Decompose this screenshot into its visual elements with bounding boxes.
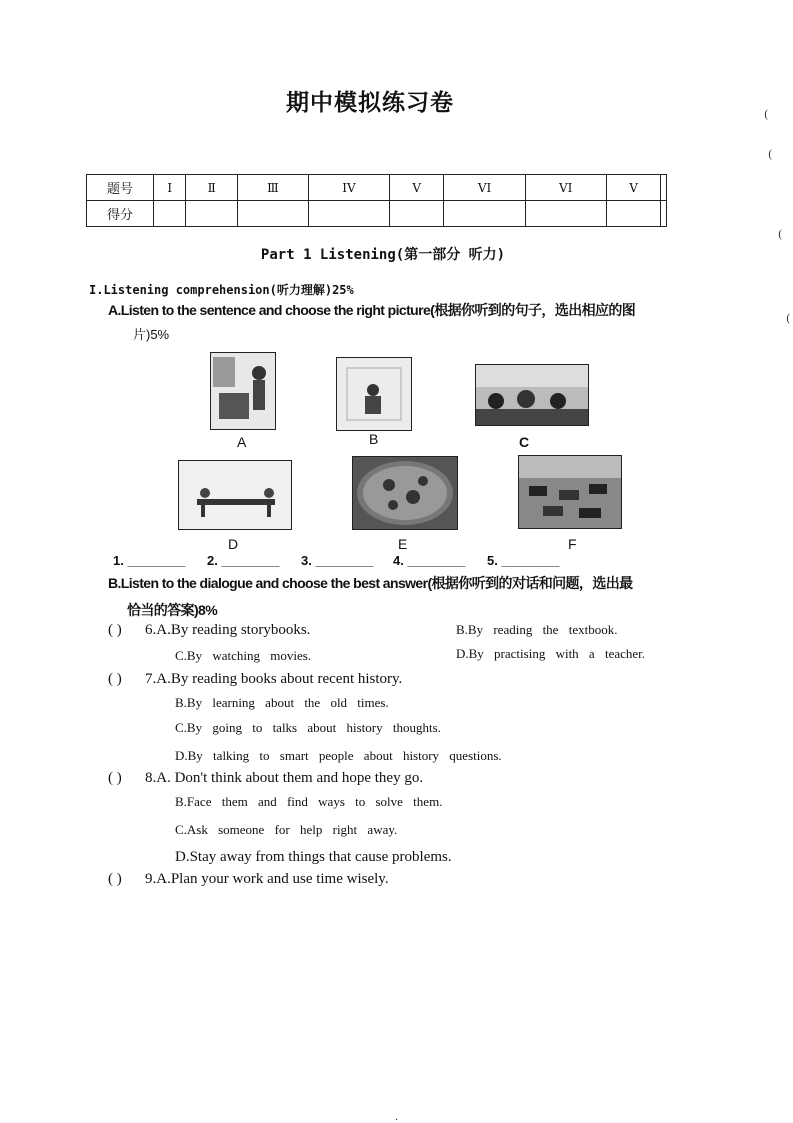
score-table-column-head: IV (308, 175, 389, 201)
answer-paren[interactable]: ( ) (108, 871, 122, 887)
score-table-header-row (87, 175, 667, 201)
score-table-column-head: V (389, 175, 443, 201)
score-table-score-row (87, 201, 667, 227)
score-cell[interactable] (606, 201, 660, 227)
picture-label: E (398, 536, 408, 552)
score-cell[interactable] (154, 201, 186, 227)
question-7-option-a: 7.A.By reading books about recent history. (145, 671, 403, 687)
score-table (86, 174, 667, 227)
person-at-desk-photo (210, 352, 276, 430)
answer-blank[interactable]: 5. ________ (487, 553, 560, 568)
sub-heading-b-cont: 恰当的答案)8% (127, 602, 218, 618)
score-cell[interactable] (389, 201, 443, 227)
score-table-row1-label: 题号 (87, 175, 154, 201)
picture-label: F (568, 536, 577, 552)
score-table-column-head: Ⅲ (237, 175, 308, 201)
score-table-column-head: VI (444, 175, 525, 201)
picture-label: C (519, 434, 530, 450)
score-table-column-head: I (154, 175, 186, 201)
answer-blank[interactable]: 1. ________ (113, 553, 186, 568)
answer-blank[interactable]: 3. ________ (301, 553, 374, 568)
answer-blank[interactable]: 4. ________ (393, 553, 466, 568)
question-8-option-b: B.Face them and find ways to solve them. (175, 794, 443, 809)
question-9-option-a: 9.A.Plan your work and use time wisely. (145, 871, 389, 887)
question-7-option-c: C.By going to talks about history thoughts. (175, 720, 441, 735)
margin-mark: ( (778, 228, 783, 241)
question-7-option-d: D.By talking to smart people about history questions. (175, 748, 502, 763)
margin-mark: ( (768, 148, 773, 161)
question-8-option-a: 8.A. Don't think about them and hope they go. (145, 770, 424, 786)
question-6-option-d: D.By practising with a teacher. (456, 646, 646, 661)
traffic-photo (518, 455, 622, 529)
picture-label: A (237, 434, 247, 450)
sub-heading-b: B.Listen to the dialogue and choose the best answer(根据你听到的对话和问题，选出最 (108, 575, 633, 591)
answer-paren[interactable]: ( ) (108, 671, 122, 687)
score-table-column-head (661, 175, 667, 201)
score-cell[interactable] (237, 201, 308, 227)
question-6-option-a: 6.A.By reading storybooks. (145, 622, 311, 638)
answer-paren[interactable]: ( ) (108, 770, 122, 786)
score-table-column-head: VI (525, 175, 606, 201)
margin-mark: ( (764, 108, 769, 121)
answer-blank[interactable]: 2. ________ (207, 553, 280, 568)
score-cell[interactable] (186, 201, 238, 227)
question-6-option-b: B.By reading the textbook. (456, 622, 618, 637)
margin-mark: ( (786, 312, 791, 325)
question-6-option-c: C.By watching movies. (175, 648, 312, 663)
person-reading-photo (336, 357, 412, 431)
answer-paren[interactable]: ( ) (108, 622, 122, 638)
classroom-photo (475, 364, 589, 426)
question-8-option-c: C.Ask someone for help right away. (175, 822, 398, 837)
workshop-photo (178, 460, 292, 530)
sub-heading-a: A.Listen to the sentence and choose the right picture(根据你听到的句子，选出相应的图 (108, 302, 636, 318)
score-table-row2-label: 得分 (87, 201, 154, 227)
question-7-option-b: B.By learning about the old times. (175, 695, 389, 710)
picture-label: D (228, 536, 239, 552)
score-cell[interactable] (661, 201, 667, 227)
score-cell[interactable] (308, 201, 389, 227)
score-cell[interactable] (444, 201, 525, 227)
part-heading: Part 1 Listening(第一部分 听力) (260, 247, 506, 263)
footer-mark: . (395, 1112, 399, 1123)
section-heading: I.Listening comprehension(听力理解)25% (89, 283, 354, 297)
score-table-column-head: V (606, 175, 660, 201)
score-table-column-head: Ⅱ (186, 175, 238, 201)
pizza-photo (352, 456, 458, 530)
question-8-option-d: D.Stay away from things that cause problems. (175, 849, 452, 865)
page-title: 期中模拟练习卷 (286, 90, 454, 116)
picture-label: B (369, 431, 379, 447)
score-cell[interactable] (525, 201, 606, 227)
sub-heading-a-cont: 片)5% (133, 327, 170, 342)
